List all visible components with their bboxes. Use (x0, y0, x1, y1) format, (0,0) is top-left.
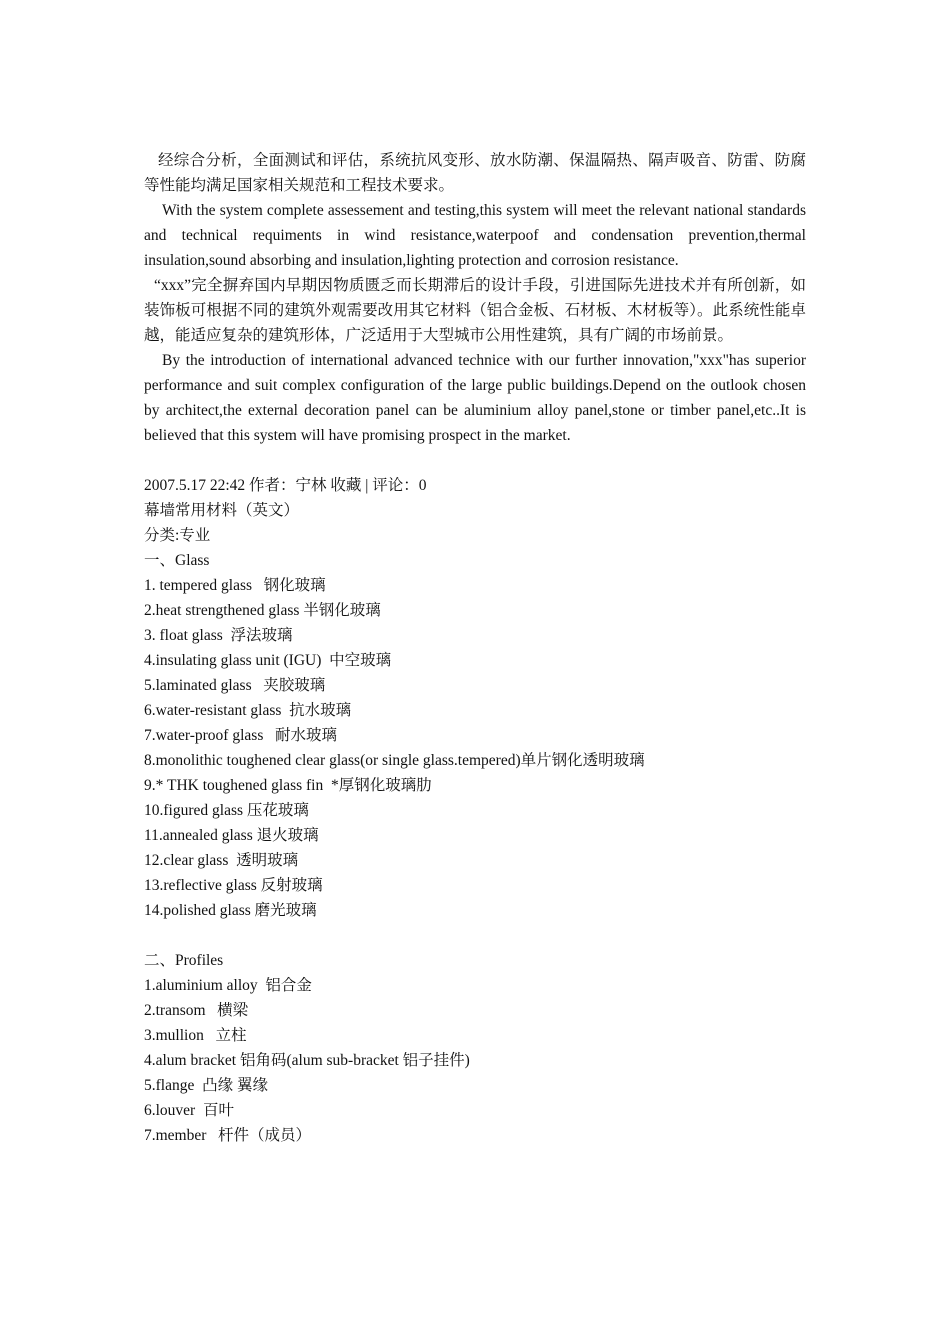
post-category: 分类:专业 (144, 527, 211, 544)
intro-paragraph-en-1: With the system complete assessement and testing,this system will meet the relevant national standards and technical requiments in wind resistance,waterpoof and condensation prevention,thermal insulation,sound absorbing and insulation,lighting protection and corrosion resistance. (144, 202, 806, 269)
glass-item: 8.monolithic toughened clear glass(or single glass.tempered)单片钢化透明玻璃 (144, 752, 645, 769)
glass-item: 9.* THK toughened glass fin *厚钢化玻璃肋 (144, 777, 432, 794)
glass-item: 13.reflective glass 反射玻璃 (144, 877, 323, 894)
glass-item: 12.clear glass 透明玻璃 (144, 852, 299, 869)
section-heading-profiles: 二、Profiles (144, 952, 224, 969)
glass-item: 11.annealed glass 退火玻璃 (144, 827, 319, 844)
section-heading-glass: 一、Glass (144, 552, 210, 569)
glass-item: 1. tempered glass 钢化玻璃 (144, 577, 326, 594)
glass-item: 6.water-resistant glass 抗水玻璃 (144, 702, 352, 719)
glass-item: 7.water-proof glass 耐水玻璃 (144, 727, 337, 744)
profiles-item: 3.mullion 立柱 (144, 1027, 247, 1044)
profiles-item: 2.transom 横梁 (144, 1002, 249, 1019)
glass-item: 4.insulating glass unit (IGU) 中空玻璃 (144, 652, 392, 669)
spacer (144, 448, 806, 473)
glass-item: 2.heat strengthened glass 半钢化玻璃 (144, 602, 381, 619)
glass-item: 3. float glass 浮法玻璃 (144, 627, 293, 644)
spacer (144, 923, 806, 948)
glass-item: 10.figured glass 压花玻璃 (144, 802, 309, 819)
post-title: 幕墙常用材料（英文） (144, 502, 300, 519)
profiles-item: 5.flange 凸缘 翼缘 (144, 1077, 268, 1094)
intro-paragraph-cn-2: “xxx”完全摒弃国内早期因物质匮乏而长期滞后的设计手段，引进国际先进技术并有所创新，如装饰板可根据不同的建筑外观需要改用其它材料（铝合金板、石材板、木材板等）。此系统性能卓越，能适应复杂的建筑形体，广泛适用于大型城市公用性建筑，具有广阔的市场前景。 (144, 277, 806, 344)
profiles-item: 1.aluminium alloy 铝合金 (144, 977, 312, 994)
post-meta: 2007.5.17 22:42 作者：宁林 收藏 | 评论：0 (144, 477, 427, 494)
profiles-item: 6.louver 百叶 (144, 1102, 234, 1119)
intro-paragraph-cn-1: 经综合分析，全面测试和评估，系统抗风变形、放水防潮、保温隔热、隔声吸音、防雷、防腐等性能均满足国家相关规范和工程技术要求。 (144, 152, 806, 194)
glass-item: 5.laminated glass 夹胶玻璃 (144, 677, 326, 694)
profiles-item: 7.member 杆件（成员） (144, 1127, 312, 1144)
glass-item: 14.polished glass 磨光玻璃 (144, 902, 317, 919)
document-page (144, 148, 806, 1148)
profiles-item: 4.alum bracket 铝角码(alum sub-bracket 铝子挂件) (144, 1052, 470, 1069)
intro-paragraph-en-2: By the introduction of international advanced technice with our further innovation,"xxx"has superior performance and suit complex configuration of the large public buildings.Depend on the outlook chosen by architect,the external decoration panel can be aluminium alloy panel,stone or timber panel,etc..It is believed that this system will have promising prospect in the market. (144, 352, 806, 444)
